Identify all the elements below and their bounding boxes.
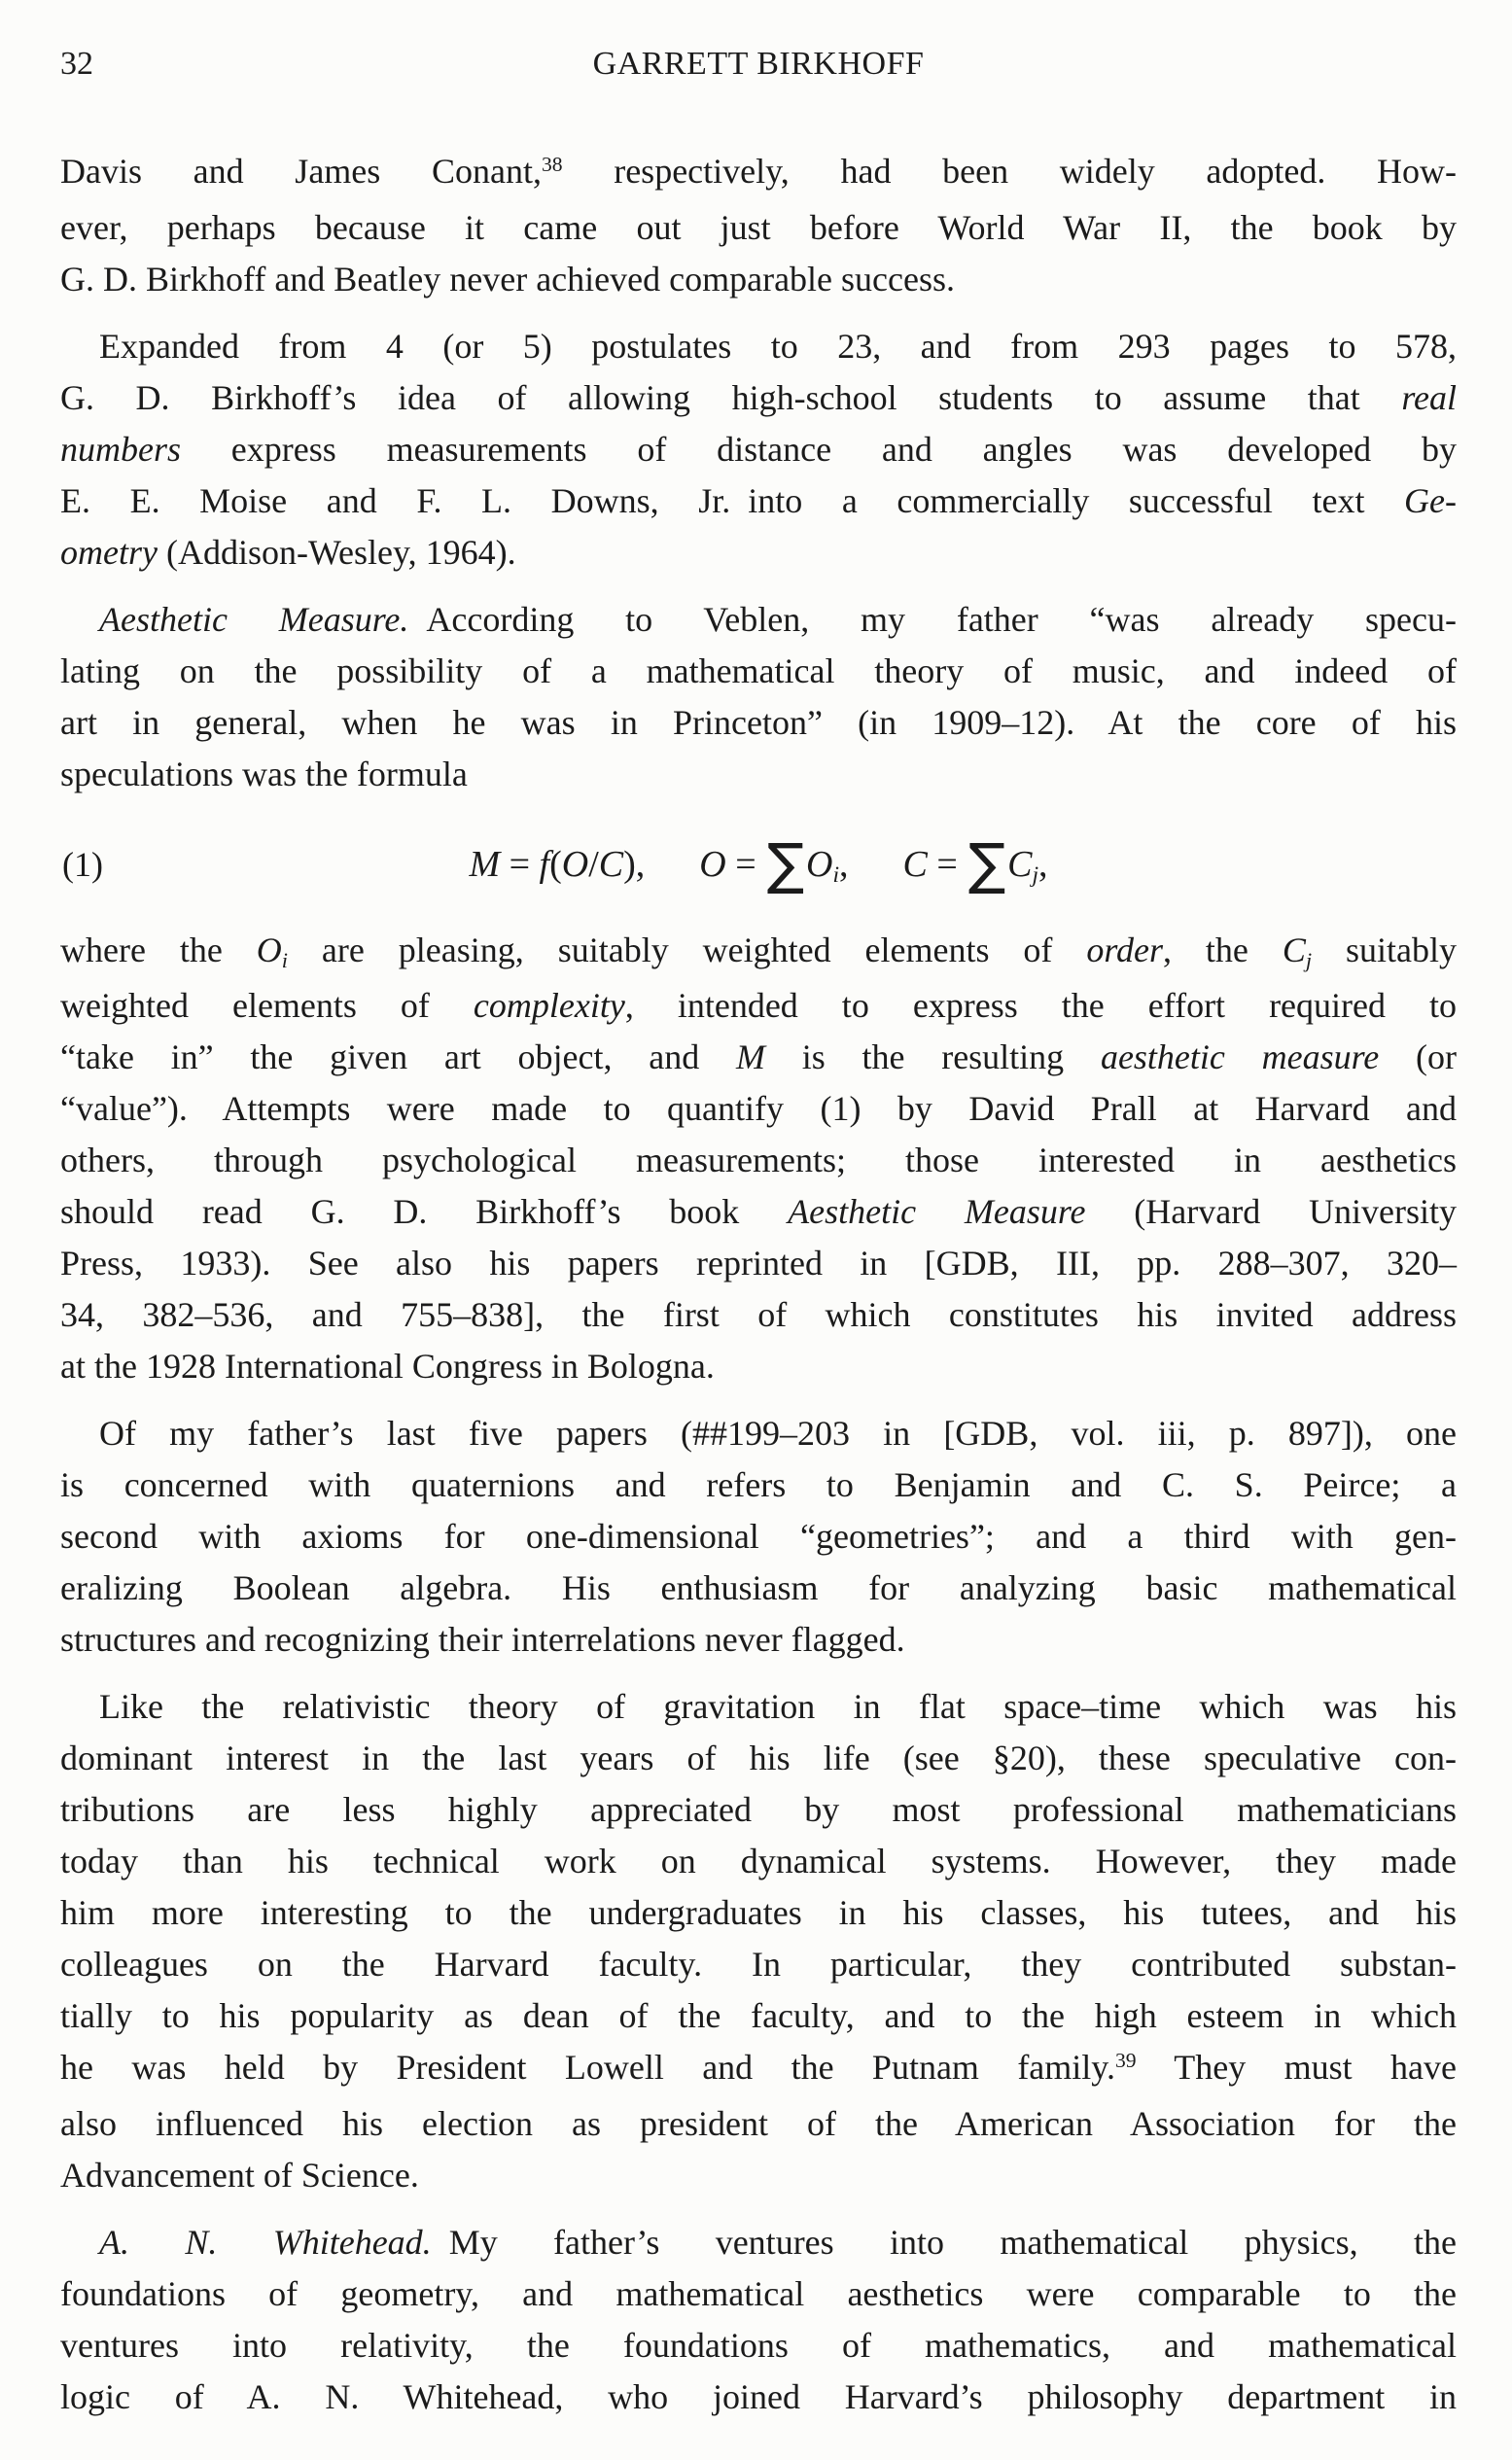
paragraph	[60, 2217, 1457, 2423]
text-line	[60, 202, 1457, 254]
text-line	[60, 1459, 1457, 1511]
italic-text-run: C	[1282, 931, 1306, 969]
summation-symbol: ∑	[968, 832, 1006, 897]
text-line	[60, 1238, 1457, 1289]
paragraph	[60, 925, 1457, 1392]
text-run: foundations of geometry, and mathematical aesthetics were comparable to the	[60, 2274, 1457, 2313]
text-line	[60, 1135, 1457, 1186]
text-run: him more interesting to the undergraduates in his classes, his tutees, and his	[60, 1893, 1457, 1932]
italic-text-run: O	[561, 844, 589, 885]
text-run: are pleasing, suitably weighted elements of	[288, 931, 1087, 969]
italic-text-run: O	[699, 844, 726, 885]
text-line	[60, 697, 1457, 749]
text-line	[60, 1032, 1457, 1083]
text-run: According to Veblen, my father “was already specu-	[408, 600, 1457, 639]
equation-formula	[469, 832, 1048, 897]
text-run: (	[549, 844, 562, 885]
text-line	[60, 424, 1457, 475]
text-run: colleagues on the Harvard faculty. In particular, they contributed substan-	[60, 1945, 1457, 1984]
text-run: E. E. Moise and F. L. Downs, Jr. into a commercially successful text	[60, 481, 1405, 520]
text-run: suitably	[1312, 931, 1457, 969]
math-subscript: i	[281, 947, 288, 972]
summation-symbol: ∑	[766, 832, 805, 897]
italic-text-run: A. N. Whitehead.	[99, 2223, 432, 2262]
text-run: second with axioms for one-dimensional “geometries”; and a third with gen-	[60, 1517, 1457, 1556]
text-run: tributions are less highly appreciated by most professional mathematicians	[60, 1790, 1457, 1829]
italic-text-run: M	[735, 1037, 765, 1076]
text-run: speculations was the formula	[60, 755, 468, 793]
italic-text-run: O	[256, 931, 282, 969]
italic-text-run: C	[598, 844, 624, 885]
text-line	[60, 254, 1457, 305]
text-run: G. D. Birkhoff’s idea of allowing high-school students to assume that	[60, 378, 1402, 417]
italic-text-run: complexity	[473, 986, 625, 1025]
italic-text-run: C	[1007, 844, 1033, 885]
italic-text-run: order	[1086, 931, 1163, 969]
text-line	[60, 1681, 1457, 1733]
paragraph	[60, 1681, 1457, 2201]
text-line	[60, 2098, 1457, 2150]
text-line	[60, 1511, 1457, 1563]
text-run: ),	[623, 844, 646, 885]
text-run: express measurements of distance and angles was developed by	[181, 430, 1457, 469]
text-line	[60, 1186, 1457, 1238]
text-run: ,	[839, 844, 849, 885]
text-run: weighted elements of	[60, 986, 474, 1025]
math-subscript: j	[1032, 862, 1039, 889]
page-number: 32	[60, 46, 93, 82]
text-run: respectively, had been widely adopted. How-	[562, 152, 1457, 191]
text-line	[60, 146, 1457, 202]
italic-text-run: Ge-	[1404, 481, 1457, 520]
text-run: (Addison-Wesley, 1964).	[157, 533, 516, 572]
text-line	[60, 1784, 1457, 1836]
text-line	[60, 1408, 1457, 1459]
text-line	[60, 372, 1457, 424]
text-line	[60, 594, 1457, 646]
text-run: art in general, when he was in Princeton” (in 1909–12). At the core of his	[60, 703, 1457, 742]
text-run: =	[927, 844, 967, 885]
italic-text-run: Aesthetic Measure	[788, 1192, 1086, 1231]
page-body	[60, 146, 1457, 2423]
text-run: (or	[1379, 1037, 1457, 1076]
text-run: Of my father’s last five papers (##199–203 in [GDB, vol. iii, p. 897]), one	[99, 1414, 1457, 1453]
text-line	[60, 646, 1457, 697]
text-run: (Harvard University	[1085, 1192, 1457, 1231]
text-line	[60, 2268, 1457, 2320]
text-run: eralizing Boolean algebra. His enthusiasm for analyzing basic mathematical	[60, 1568, 1457, 1607]
text-run: ,	[1038, 844, 1048, 885]
paragraph	[60, 321, 1457, 579]
text-run: Like the relativistic theory of gravitation in flat space–time which was his	[99, 1687, 1457, 1726]
text-run: Davis and James Conant,	[60, 152, 542, 191]
italic-text-run: real	[1401, 378, 1457, 417]
text-run: , intended to express the effort required to	[624, 986, 1458, 1025]
text-run: today than his technical work on dynamical systems. However, they made	[60, 1842, 1457, 1880]
running-head-title: GARRETT BIRKHOFF	[592, 46, 925, 82]
text-line	[60, 1083, 1457, 1135]
text-line	[60, 1939, 1457, 1990]
text-line	[60, 980, 1457, 1032]
italic-text-run: ometry	[60, 533, 158, 572]
italic-text-run: f	[539, 844, 550, 885]
text-line	[60, 2150, 1457, 2201]
text-run: Advancement of Science.	[60, 2156, 419, 2195]
text-run: should read G. D. Birkhoff’s book	[60, 1192, 789, 1231]
text-line	[60, 475, 1457, 527]
text-line	[60, 2042, 1457, 2098]
text-run: “take in” the given art object, and	[60, 1037, 736, 1076]
text-run: G. D. Birkhoff and Beatley never achieved comparable success.	[60, 260, 955, 299]
paragraph	[60, 594, 1457, 800]
text-run: is concerned with quaternions and refers to Benjamin and C. S. Peirce; a	[60, 1465, 1457, 1504]
text-line	[60, 1614, 1457, 1666]
running-header	[60, 41, 1457, 88]
italic-text-run: O	[806, 844, 833, 885]
text-run: My father’s ventures into mathematical physics, the	[431, 2223, 1458, 2262]
text-line	[60, 1733, 1457, 1784]
text-line	[60, 1836, 1457, 1887]
math-subscript: i	[832, 862, 840, 889]
italic-text-run: numbers	[60, 430, 181, 469]
italic-text-run: aesthetic measure	[1100, 1037, 1380, 1076]
footnote-superscript: 39	[1114, 2049, 1137, 2073]
text-run: tially to his popularity as dean of the faculty, and to the high esteem in which	[60, 1996, 1457, 2035]
equation	[60, 827, 1457, 901]
text-line	[60, 321, 1457, 372]
text-run: =	[500, 844, 540, 885]
text-line	[60, 1887, 1457, 1939]
text-line	[60, 1341, 1457, 1392]
text-line	[60, 2217, 1457, 2268]
paragraph	[60, 146, 1457, 305]
text-run: logic of A. N. Whitehead, who joined Harvard’s philosophy department in	[60, 2377, 1457, 2416]
text-run: others, through psychological measurements; those interested in aesthetics	[60, 1141, 1457, 1179]
text-run: Press, 1933). See also his papers reprinted in [GDB, III, pp. 288–307, 320–	[60, 1244, 1457, 1283]
italic-text-run: C	[902, 844, 928, 885]
text-line	[60, 2320, 1457, 2372]
text-run: where the	[60, 931, 257, 969]
text-run: /	[588, 844, 599, 885]
text-line	[60, 925, 1457, 980]
text-run: 34, 382–536, and 755–838], the first of which constitutes his invited address	[60, 1295, 1457, 1334]
italic-text-run: M	[469, 844, 501, 885]
text-run: lating on the possibility of a mathematical theory of music, and indeed of	[60, 651, 1457, 690]
text-line	[60, 1990, 1457, 2042]
text-run: is the resulting	[764, 1037, 1101, 1076]
text-run: also influenced his election as president of the American Association for the	[60, 2104, 1457, 2143]
text-run: he was held by President Lowell and the Putnam family.	[60, 2048, 1115, 2087]
paragraph	[60, 1408, 1457, 1666]
footnote-superscript: 38	[541, 153, 563, 177]
text-line	[60, 2372, 1457, 2423]
text-run: , the	[1163, 931, 1283, 969]
text-run: at the 1928 International Congress in Bologna.	[60, 1347, 715, 1386]
italic-text-run: Aesthetic Measure.	[99, 600, 409, 639]
text-run: dominant interest in the last years of his life (see §20), these speculative con-	[60, 1739, 1457, 1777]
text-line	[60, 1289, 1457, 1341]
text-run: =	[725, 844, 766, 885]
text-run: structures and recognizing their interrelations never flagged.	[60, 1620, 905, 1659]
equation-number: (1)	[62, 845, 103, 884]
text-run: “value”). Attempts were made to quantify (1) by David Prall at Harvard and	[60, 1089, 1457, 1128]
text-line	[60, 749, 1457, 800]
text-line	[60, 1563, 1457, 1614]
text-run: Expanded from 4 (or 5) postulates to 23, and from 293 pages to 578,	[99, 327, 1457, 366]
text-line	[60, 527, 1457, 579]
text-run: ventures into relativity, the foundations of mathematics, and mathematical	[60, 2326, 1457, 2365]
math-subscript: j	[1305, 947, 1313, 972]
text-run: They must have	[1136, 2048, 1457, 2087]
text-run: ever, perhaps because it came out just before World War II, the book by	[60, 208, 1457, 247]
